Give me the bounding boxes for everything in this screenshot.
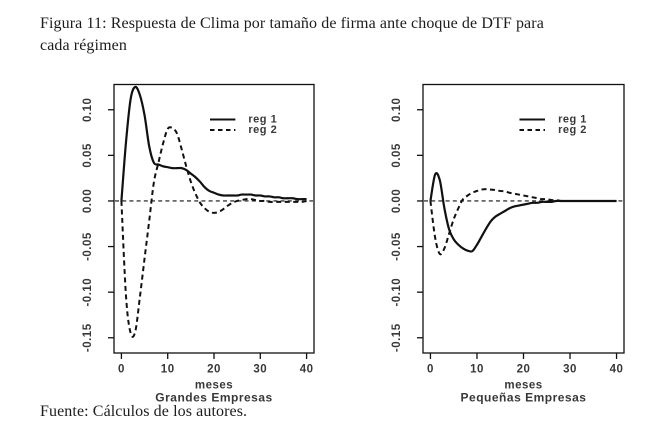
chart-panel-grandes — [82, 85, 314, 405]
y-axis-tick-label: -0.10 — [391, 277, 403, 307]
legend-label: reg 1 — [248, 113, 278, 126]
x-axis-tick-label: 0 — [426, 363, 434, 376]
x-axis-tick-label: 40 — [609, 363, 624, 376]
figure-source: Fuente: Cálculos de los autores. — [40, 403, 248, 420]
panel-caption: Grandes Empresas — [155, 390, 273, 405]
y-axis-tick-label: -0.05 — [391, 232, 403, 261]
plot-box — [114, 85, 314, 354]
series-line-reg-1 — [430, 173, 616, 251]
panel-caption: Pequeñas Empresas — [460, 390, 587, 405]
plot-box — [423, 85, 624, 354]
y-axis-tick-label: 0.00 — [391, 188, 403, 214]
y-axis-tick-label: 0.05 — [82, 143, 94, 168]
series-line-reg-2 — [121, 127, 306, 337]
series-line-reg-1 — [121, 87, 306, 201]
y-axis-tick-label: 0.00 — [82, 188, 94, 214]
x-axis-tick-label: 20 — [207, 363, 221, 376]
y-axis-tick-label: 0.05 — [391, 143, 403, 168]
x-axis-tick-label: 0 — [117, 363, 125, 376]
x-axis-title: meses — [504, 379, 543, 392]
x-axis-tick-label: 30 — [253, 363, 268, 376]
x-axis-tick-label: 10 — [470, 363, 484, 376]
y-axis-tick-label: 0.10 — [82, 97, 94, 122]
x-axis-tick-label: 10 — [160, 363, 175, 376]
x-axis-tick-label: 20 — [516, 363, 531, 376]
legend-label: reg 2 — [248, 124, 278, 136]
y-axis-tick-label: 0.10 — [391, 97, 403, 122]
y-axis-tick-label: -0.15 — [391, 323, 403, 353]
x-axis-title: meses — [194, 379, 234, 392]
x-axis-tick-label: 30 — [563, 363, 577, 376]
y-axis-tick-label: -0.05 — [82, 232, 94, 261]
legend-label: reg 1 — [558, 113, 587, 126]
y-axis-tick-label: -0.10 — [82, 277, 94, 307]
figure-title-line-2: cada régimen — [40, 36, 127, 54]
x-axis-tick-label: 40 — [299, 363, 314, 376]
y-axis-tick-label: -0.15 — [82, 323, 94, 353]
legend-label: reg 2 — [558, 124, 587, 136]
figure-title-line-1: Figura 11: Respuesta de Clima por tamaño de firma ante choque de DTF para — [40, 15, 544, 32]
chart-panel-pequenas — [391, 85, 624, 405]
